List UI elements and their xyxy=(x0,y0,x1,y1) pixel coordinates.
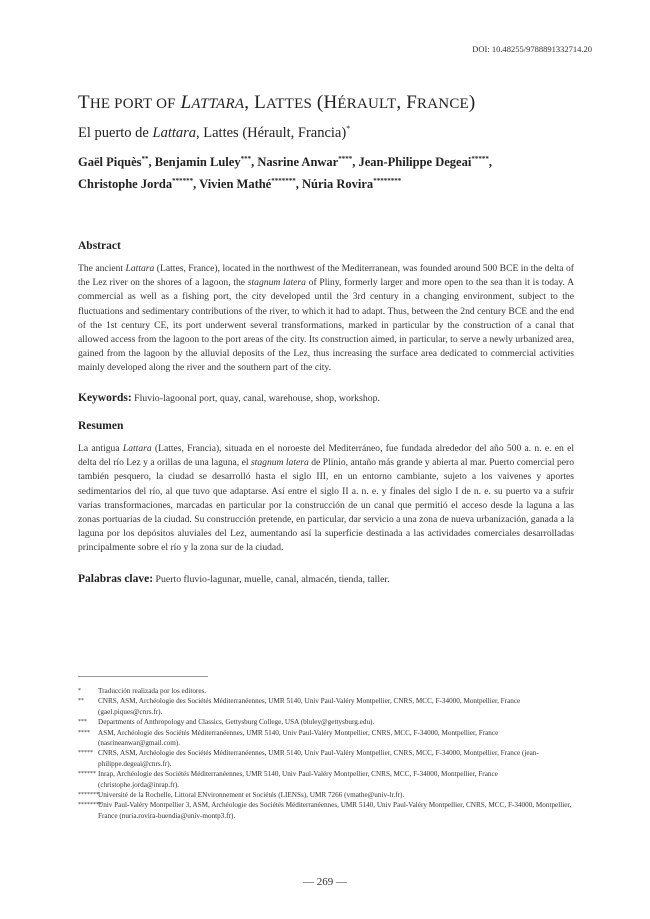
footnote: *** Departments of Anthropology and Classics, Gettysburg College, USA (bluley@gettysburg.edu). xyxy=(78,718,375,727)
author-mark: ** xyxy=(141,155,149,163)
keywords-label: Keywords: xyxy=(78,392,132,404)
resumen-text: La antigua Lattara (Lattes, Francia), situada en el noroeste del Mediterráneo, fue fundada alrededor del año 500 a. n. e. en el delta del río Lez y a orillas de una laguna, el stagnum latera de Plinio, antaño más grande y abierta al mar. Puerto comercial pero también pesquero, la ciudad se desarrolló hasta el siglo III, en un entorno cambiante, sujeto a los vaivenes y aportes sedimentarios del río, al que tuvo que adaptarse. Así entre el siglo II a. n. e. y finales del siglo I de n. e. su puerto va a sufrir varias transformaciones, marcadas en particular por la construcción de un canal que permitió el acceso desde la laguna a las zonas portuarias de la ciudad. Su construcción pretende, en particular, dar servicio a una zona de nueva urbanización, ganada a la laguna por los depósitos aluviales del Lez, aumentando así la superficie destinada a las actividades comerciales desarrolladas principalmente sobre el río y la zona sur de la ciudad. xyxy=(78,443,575,554)
footnote: ****** Inrap, Archéologie des Sociétés Méditerranéennes, UMR 5140, Univ Paul-Valéry Montpellier, CNRS, MCC, F-34000, Montpellier, France (christophe.jorda@inrap.fr). xyxy=(78,770,498,789)
author-mark: ***** xyxy=(471,155,489,163)
author-name: Benjamin Luley xyxy=(154,155,241,170)
author-mark: *** xyxy=(240,155,252,163)
footnote: ** CNRS, ASM, Archéologie des Sociétés Méditerranéennes, UMR 5140, Univ Paul-Valéry Montpellier, CNRS, MCC, F-34000, Montpellier, France (gael.piques@cnrs.fr). xyxy=(78,697,521,716)
author-mark: ******** xyxy=(373,177,402,186)
author-mark: ******* xyxy=(271,177,296,186)
author-name: Gaël Piquès xyxy=(78,155,142,170)
author-name: Christophe Jorda xyxy=(78,177,173,192)
author-name: Vivien Mathé xyxy=(199,177,272,192)
page-number: — 269 — xyxy=(303,876,347,888)
palabras-clave-label: Palabras clave: xyxy=(78,573,154,585)
footnote: ******** Univ Paul-Valéry Montpellier 3, ASM, Archéologie des Sociétés Méditerranéennes, UMR 5140, Univ Paul-Valéry Montpellier, CNRS, MCC, F-34000, Montpellier, France (nuria.rovira-buendia@univ-montp3.fr). xyxy=(78,801,572,820)
footnote: ******* Université de la Rochelle, Littoral ENvironnement et Sociétés (LIENSs), UMR 7266 (vmathe@univ-lr.fr). xyxy=(78,791,405,800)
author-name: Núria Rovira xyxy=(302,177,374,192)
author-name: Nasrine Anwar xyxy=(257,155,339,170)
article-subtitle: El puerto de Lattara, Lattes (Hérault, Francia)* xyxy=(78,124,351,141)
article-title: THE PORT OF LATTARA, LATTES (HÉRAULT, FRANCE) xyxy=(78,92,476,113)
author-mark: **** xyxy=(338,155,353,163)
author-name: Jean-Philippe Degeai xyxy=(358,155,472,170)
footnote-rule xyxy=(78,676,208,677)
resumen-heading: Resumen xyxy=(78,420,124,432)
footnote: **** ASM, Archéologie des Sociétés Méditerranéennes, UMR 5140, Univ Paul-Valéry Montpellier, CNRS, MCC, F-34000, Montpellier, France (nasrineanwar@gmail.com). xyxy=(78,728,499,748)
footnote: ***** CNRS, ASM, Archéologie des Sociétés Méditerranéennes, UMR 5140, Univ Paul-Valéry Montpellier, CNRS, MCC, F-34000, Montpellier, France (jean-philippe.degeai@cnrs.fr). xyxy=(78,749,539,768)
doi-line: DOI: 10.48255/9788891332714.20 xyxy=(472,44,592,54)
author-mark: ****** xyxy=(172,177,194,186)
abstract-text: The ancient Lattara (Lattes, France), located in the northwest of the Mediterranean, was founded around 500 BCE in the delta of the Lez river on the shores of a lagoon, the stagnum latera of Pliny, formerly larger and more open to the sea than it is today. A commercial as well as a fishing port, the city developed until the 3rd century in a changing environment, subject to the fluctuations and sedimentary contributions of the river, to which it had to adapt. Thus, between the 2nd century BCE and the end of the 1st century CE, its port underwent several transformations, marked in particular by the construction of a canal that allowed access from the lagoon to the port areas of the city. Its construction aimed, in particular, to serve a newly urbanized area, gained from the lagoon by the alluvial deposits of the Lez, thus increasing the surface area dedicated to commercial activities mainly developed along the river and the southern part of the city. xyxy=(78,263,574,374)
palabras-clave: Palabras clave: Puerto fluvio-lagunar, muelle, canal, almacén, tienda, taller. xyxy=(78,573,390,585)
footnotes xyxy=(78,686,578,821)
author-list: Gaël Piquès**, Benjamin Luley***, Nasrine Anwar****, Jean-Philippe Degeai*****, Christophe Jorda******, Vivien Mathé*******, Núria Rovira******** xyxy=(78,155,492,192)
abstract-heading: Abstract xyxy=(78,240,121,252)
footnote: * Traducción realizada por los editores. xyxy=(78,687,207,695)
translation-note-mark: * xyxy=(346,124,351,133)
keywords: Keywords: Fluvio-lagoonal port, quay, canal, warehouse, shop, workshop. xyxy=(78,392,380,404)
